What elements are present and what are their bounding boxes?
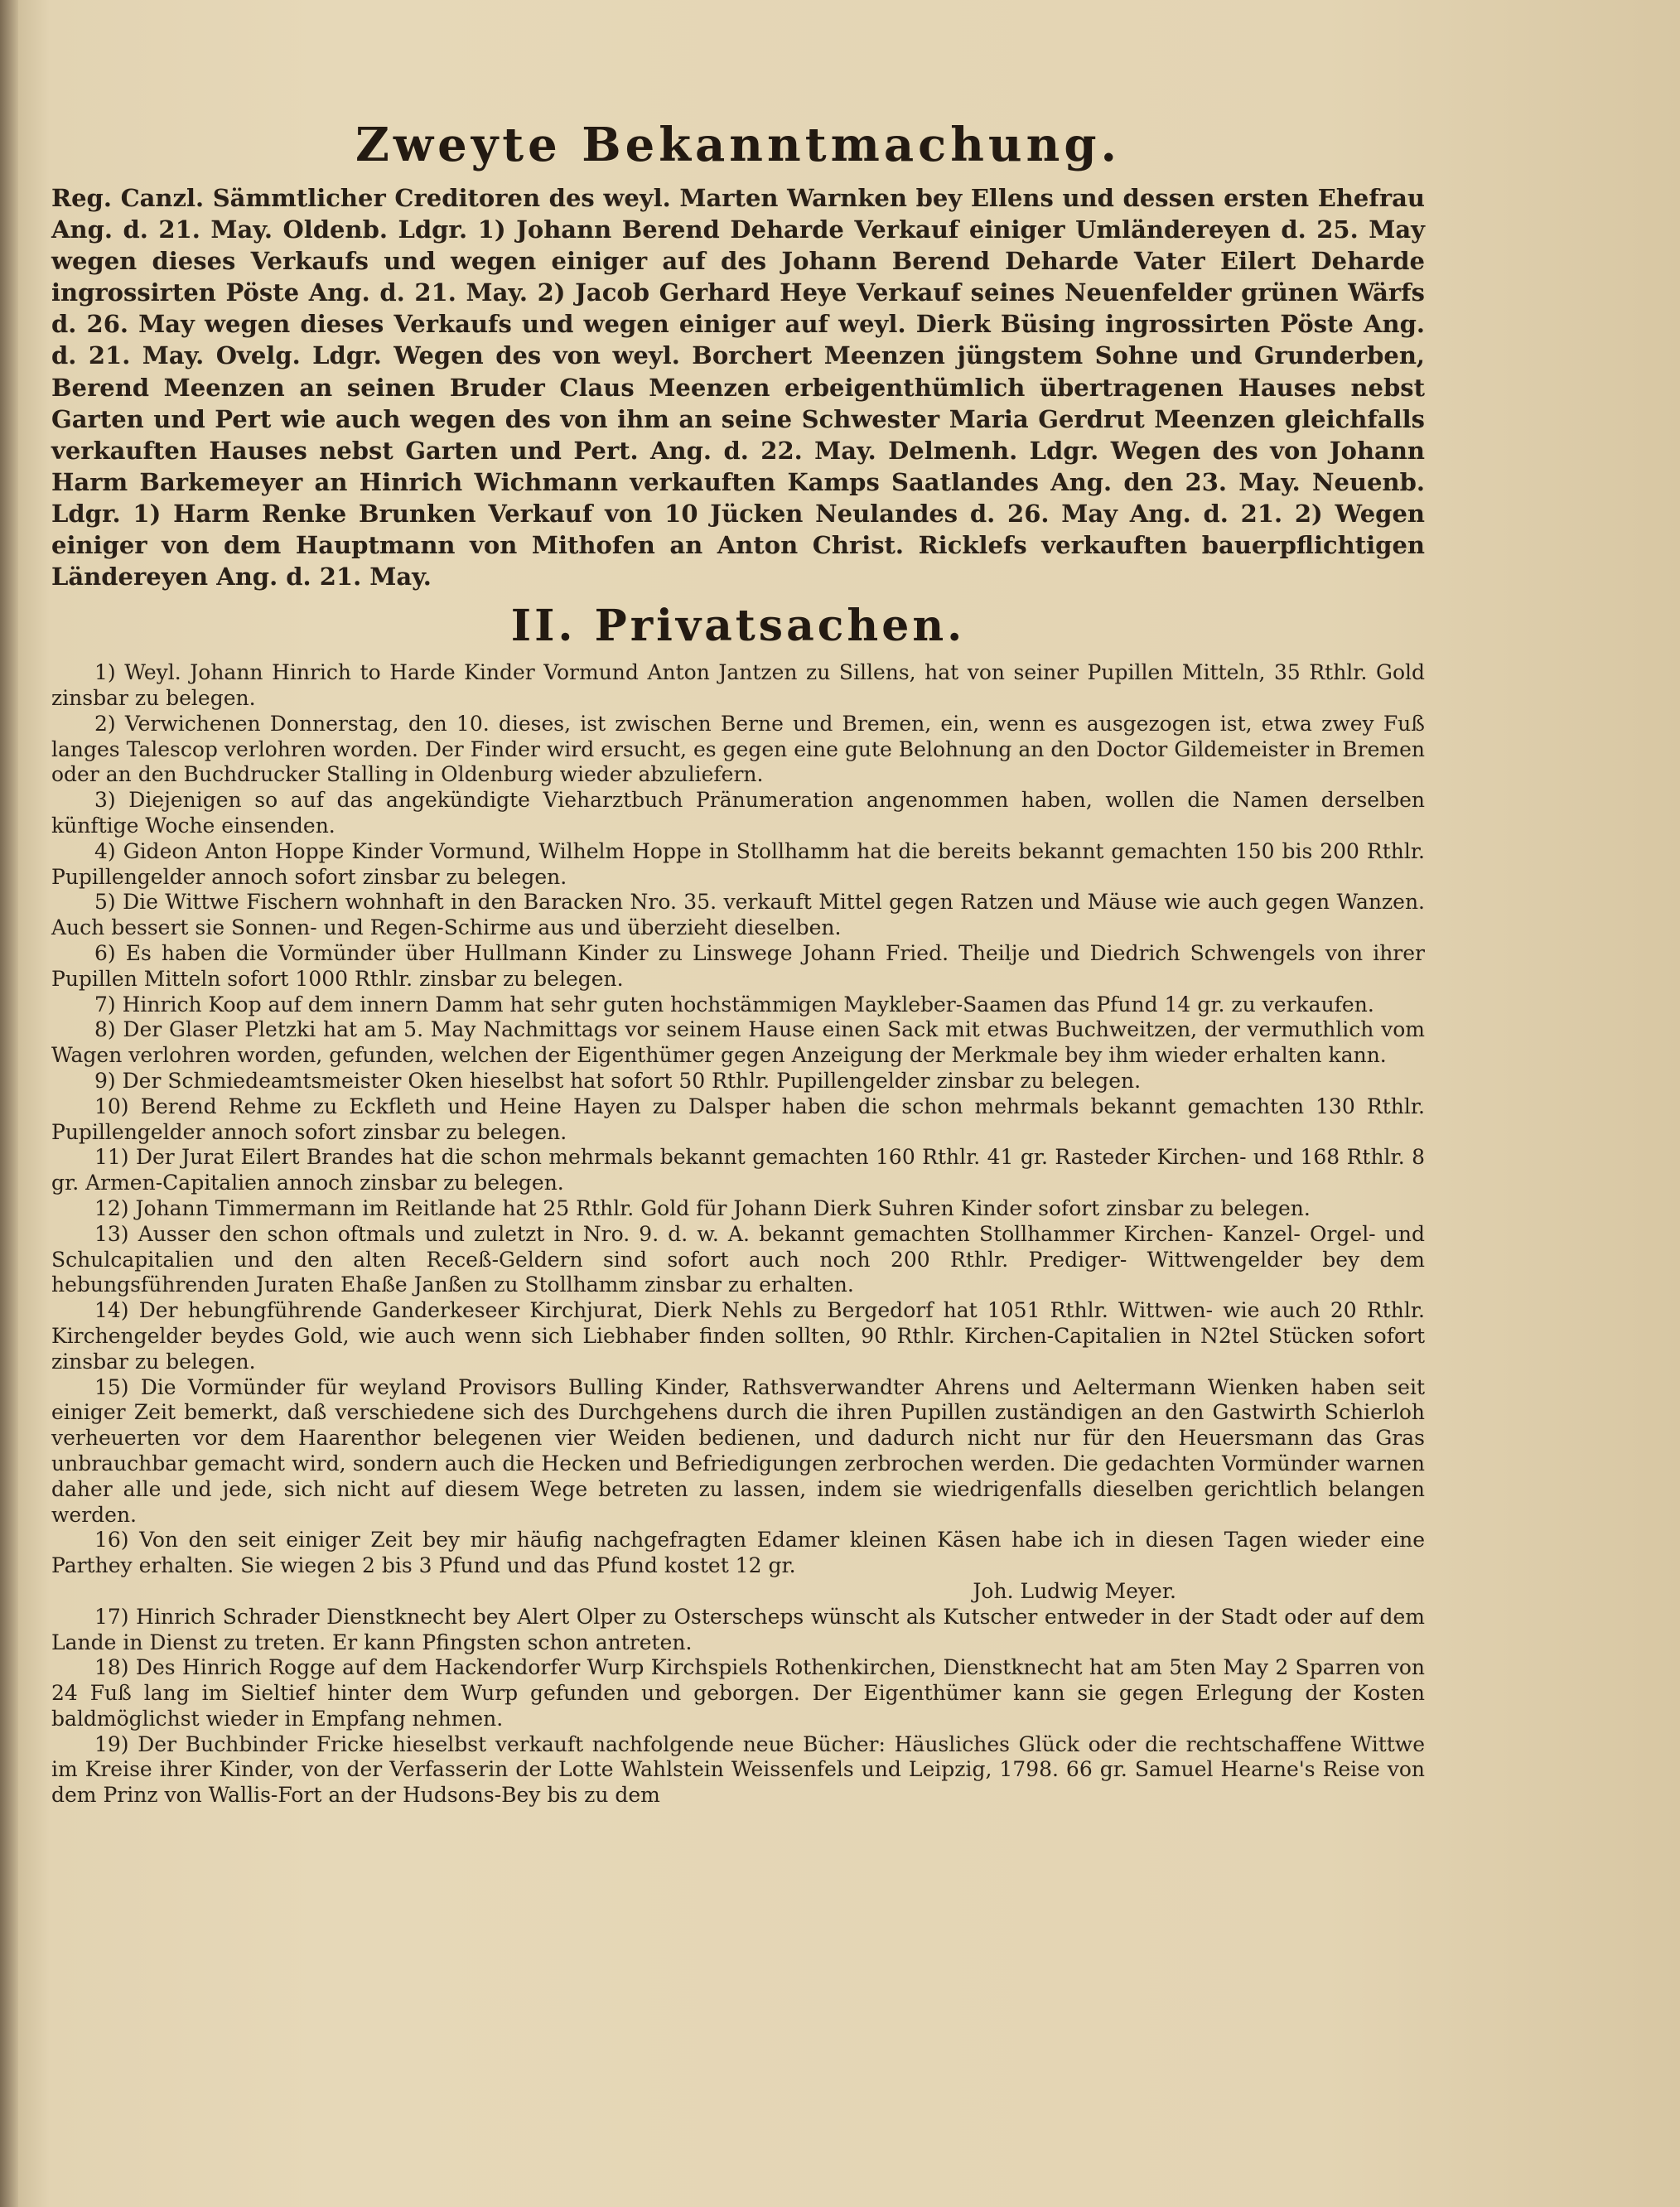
list-item: 5) Die Wittwe Fischern wohnhaft in den Baracken Nro. 35. verkauft Mittel gegen Ratzen und Mäuse wie auch gegen Wanzen. Auch bessert sie Sonnen- und Regen-Schirme aus und überzieht dieselben. [51, 890, 1425, 940]
list-item: 13) Ausser den schon oftmals und zuletzt in Nro. 9. d. w. A. bekannt gemachten Stollhammer Kirchen- Kanzel- Orgel- und Schulcapitalien und den alten Receß-Geldern sind sofort auch noch 200 Rthlr. Prediger- Wittwengelder bey dem hebungsführenden Juraten Ehaße Janßen zu Stollhamm zinsbar zu erhalten. [51, 1221, 1425, 1297]
section2-heading: II. Privatsachen. [510, 601, 966, 652]
list-item: 6) Es haben die Vormünder über Hullmann Kinder zu Linswege Johann Fried. Theilje und Diedrich Schwengels von ihrer Pupillen Mitteln sofort 1000 Rthlr. zinsbar zu belegen. [51, 940, 1425, 991]
list-item: 12) Johann Timmermann im Reitlande hat 25 Rthlr. Gold für Johann Dierk Suhren Kinder sofort zinsbar zu belegen. [94, 1195, 1311, 1220]
page-heading: Zweyte Bekanntmachung. [355, 118, 1122, 172]
list-item: 9) Der Schmiedeamtsmeister Oken hieselbst hat sofort 50 Rthlr. Pupillengelder zinsbar zu belegen. [94, 1068, 1142, 1093]
entry-signature: Joh. Ludwig Meyer. [973, 1578, 1176, 1603]
list-item: 19) Der Buchbinder Fricke hieselbst verkauft nachfolgende neue Bücher: Häusliches Glück oder die rechtschaffene Wittwe im Kreise ihrer Kinder, von der Verfasserin der Lotte Wahlstein Weissenfels und Leipzig, 1798. 66 gr. Samuel Hearne's Reise von dem Prinz von Wallis-Fort an der Hudsons-Bey bis zu dem [51, 1731, 1425, 1808]
list-item: 18) Des Hinrich Rogge auf dem Hackendorfer Wurp Kirchspiels Rothenkirchen, Dienstknecht hat am 5ten May 2 Sparren von 24 Fuß lang im Sieltief hinter dem Wurp gefunden und geborgen. Der Eigenthümer kann sie gegen Erlegung der Kosten baldmöglichst wieder in Empfang nehmen. [51, 1655, 1425, 1731]
section1-paragraph: Reg. Canzl. Sämmtlicher Creditoren des weyl. Marten Warnken bey Ellens und dessen ersten Ehefrau Ang. d. 21. May. Oldenb. Ldgr. 1) Johann Berend Deharde Verkauf einiger Umländereyen d. 25. May wegen dieses Verkaufs und wegen einiger auf des Johann Berend Deharde Vater Eilert Deharde ingrossirten Pöste Ang. d. 21. May. 2) Jacob Gerhard Heye Verkauf seines Neuenfelder grünen Wärfs d. 26. May wegen dieses Verkaufs und wegen einiger auf weyl. Dierk Büsing ingrossirten Pöste Ang. d. 21. May. Ovelg. Ldgr. Wegen des von weyl. Borchert Meenzen jüngstem Sohne und Grunderben, Berend Meenzen an seinen Bruder Claus Meenzen erbeigenthümlich übertragenen Hauses nebst Garten und Pert wie auch wegen des von ihm an seine Schwester Maria Gerdrut Meenzen gleichfalls verkauften Hauses nebst Garten und Pert. Ang. d. 22. May. Delmenh. Ldgr. Wegen des von Johann Harm Barkemeyer an Hinrich Wichmann verkauften Kamps Saatlandes Ang. den 23. May. Neuenb. Ldgr. 1) Harm Renke Brunken Verkauf von 10 Jücken Neulandes d. 26. May Ang. d. 21. 2) Wegen einiger von dem Hauptmann von Mithofen an Anton Christ. Ricklefs verkauften bauerpflichtigen Ländereyen Ang. d. 21. May. [51, 184, 1425, 592]
list-item: 2) Verwichenen Donnerstag, den 10. dieses, ist zwischen Berne und Bremen, ein, wenn es ausgezogen ist, etwa zwey Fuß langes Talescop verlohren worden. Der Finder wird ersucht, es gegen eine gute Belohnung an den Doctor Gildemeister in Bremen oder an den Buchdrucker Stalling in Oldenburg wieder abzuliefern. [51, 711, 1425, 787]
list-item: 8) Der Glaser Pletzki hat am 5. May Nachmittags vor seinem Hause einen Sack mit etwas Buchweitzen, der vermuthlich vom Wagen verlohren worden, gefunden, welchen der Eigenthümer gegen Anzeigung der Merkmale bey ihm wieder erhalten kann. [51, 1017, 1425, 1068]
list-item: 15) Die Vormünder für weyland Provisors Bulling Kinder, Rathsverwandter Ahrens und Aeltermann Wienken haben seit einiger Zeit bemerkt, daß verschiedene sich des Durchgehens durch die ihren Pupillen zuständigen an den Gastwirth Schierloh verheuerten vor dem Haarenthor belegenen vier Weiden bedienen, und dadurch nicht nur für den Heuersmann das Gras unbrauchbar gemacht wird, sondern auch die Hecken und Befriedigungen zerbrochen werden. Die gedachten Vormünder warnen daher alle und jede, sich nicht auf diesem Wege betreten zu lassen, indem sie wiedrigenfalls dieselben gerichtlich belangen werden. [51, 1374, 1425, 1527]
entries-list [51, 660, 1425, 1809]
book-gutter [0, 0, 18, 2207]
list-item: 14) Der hebungführende Ganderkeseer Kirchjurat, Dierk Nehls zu Bergedorf hat 1051 Rthlr. Wittwen- wie auch 20 Rthlr. Kirchengelder beydes Gold, wie auch wenn sich Liebhaber finden sollten, 90 Rthlr. Kirchen-Capitalien in N2tel Stücken sofort zinsbar zu belegen. [51, 1298, 1425, 1374]
list-item: 7) Hinrich Koop auf dem innern Damm hat sehr guten hochstämmigen Maykleber-Saamen das Pfund 14 gr. zu verkaufen. [94, 992, 1374, 1017]
list-item: 3) Diejenigen so auf das angekündigte Vieharztbuch Pränumeration angenommen haben, wollen die Namen derselben künftige Woche einsenden. [51, 788, 1425, 838]
list-item: 17) Hinrich Schrader Dienstknecht bey Alert Olper zu Osterscheps wünscht als Kutscher entweder in der Stadt oder auf dem Lande in Dienst zu treten. Er kann Pfingsten schon antreten. [51, 1604, 1425, 1654]
list-item: 11) Der Jurat Eilert Brandes hat die schon mehrmals bekannt gemachten 160 Rthlr. 41 gr. Rasteder Kirchen- und 168 Rthlr. 8 gr. Armen-Capitalien annoch zinsbar zu belegen. [51, 1145, 1425, 1195]
page-content [51, 116, 1425, 1809]
list-item: 1) Weyl. Johann Hinrich to Harde Kinder Vormund Anton Jantzen zu Sillens, hat von seiner Pupillen Mitteln, 35 Rthlr. Gold zinsbar zu belegen. [51, 660, 1425, 711]
list-item: 10) Berend Rehme zu Eckfleth und Heine Hayen zu Dalsper haben die schon mehrmals bekannt gemachten 130 Rthlr. Pupillengelder annoch sofort zinsbar zu belegen. [51, 1094, 1425, 1144]
list-item: 4) Gideon Anton Hoppe Kinder Vormund, Wilhelm Hoppe in Stollhamm hat die bereits bekannt gemachten 150 bis 200 Rthlr. Pupillengelder annoch sofort zinsbar zu belegen. [51, 838, 1425, 889]
list-item: 16) Von den seit einiger Zeit bey mir häufig nachgefragten Edamer kleinen Käsen habe ich in diesen Tagen wieder eine Parthey erhalten. Sie wiegen 2 bis 3 Pfund und das Pfund kostet 12 gr. [51, 1528, 1425, 1578]
